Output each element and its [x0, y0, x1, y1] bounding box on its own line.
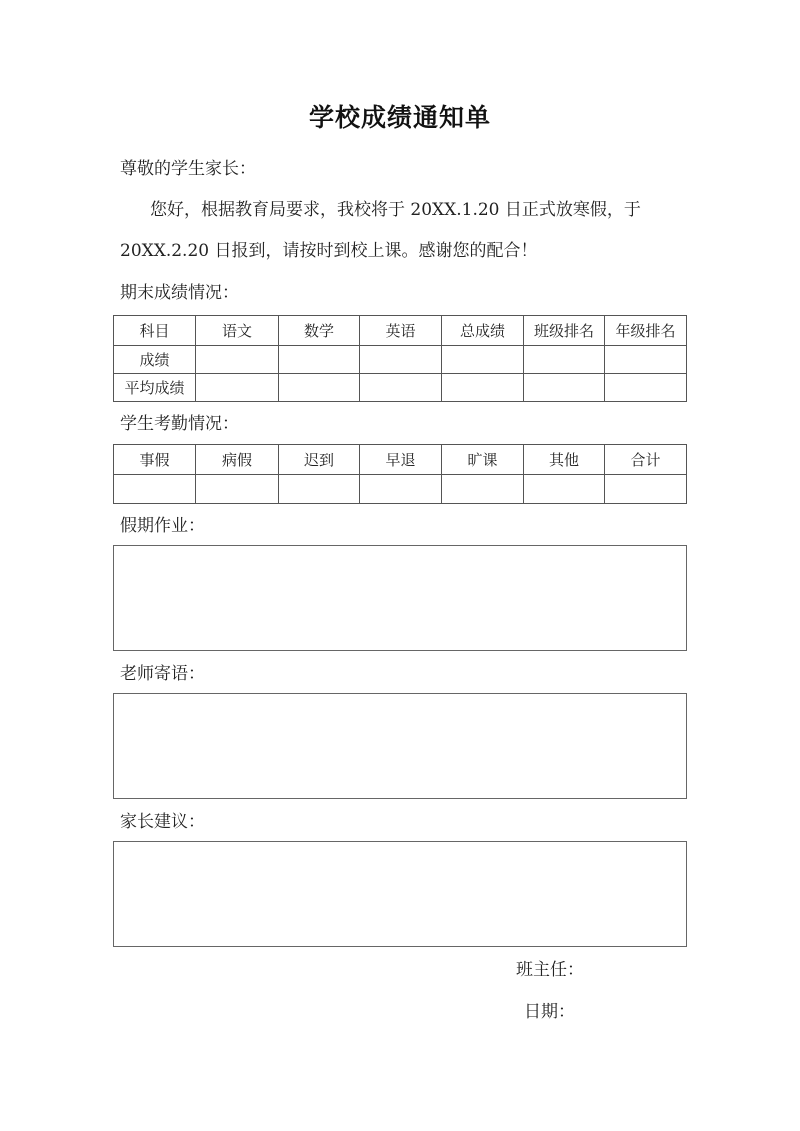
- grade-cell[interactable]: [605, 346, 687, 374]
- row-label: 平均成绩: [114, 374, 196, 402]
- attendance-table: [113, 444, 687, 504]
- grade-cell[interactable]: [196, 374, 279, 402]
- header-cell: 总成绩: [442, 316, 524, 346]
- notice-body-line-1: 您好，根据教育局要求，我校将于 20XX.1.20 日正式放寒假，于: [150, 200, 641, 220]
- attendance-cell[interactable]: [279, 475, 360, 504]
- attendance-cell[interactable]: [442, 475, 524, 504]
- salutation: 尊敬的学生家长：: [120, 159, 256, 179]
- row-label: 成绩: [114, 346, 196, 374]
- table-row: [114, 346, 687, 374]
- table-row: [114, 475, 687, 504]
- grade-cell[interactable]: [442, 346, 524, 374]
- attendance-cell[interactable]: [605, 475, 687, 504]
- header-cell: 数学: [279, 316, 360, 346]
- grade-cell[interactable]: [196, 346, 279, 374]
- grade-cell[interactable]: [360, 346, 442, 374]
- attendance-cell[interactable]: [524, 475, 605, 504]
- header-cell: 科目: [114, 316, 196, 346]
- grade-cell[interactable]: [524, 374, 605, 402]
- notice-body-line-2: 20XX.2.20 日报到，请按时到校上课。感谢您的配合！: [120, 241, 538, 261]
- table-row: [114, 374, 687, 402]
- homework-section-label: 假期作业：: [120, 516, 205, 536]
- parent-suggestions-label: 家长建议：: [120, 812, 205, 832]
- grade-cell[interactable]: [279, 346, 360, 374]
- grade-cell[interactable]: [524, 346, 605, 374]
- header-cell: 年级排名: [605, 316, 687, 346]
- teacher-comments-label: 老师寄语：: [120, 664, 205, 684]
- header-cell: 病假: [196, 445, 279, 475]
- header-cell: 事假: [114, 445, 196, 475]
- homework-box[interactable]: [113, 545, 687, 651]
- grade-cell[interactable]: [279, 374, 360, 402]
- header-cell: 语文: [196, 316, 279, 346]
- attendance-header-row: [114, 445, 687, 475]
- teacher-comments-box[interactable]: [113, 693, 687, 799]
- header-cell: 英语: [360, 316, 442, 346]
- parent-suggestions-box[interactable]: [113, 841, 687, 947]
- attendance-cell[interactable]: [114, 475, 196, 504]
- date-label: 日期：: [524, 1002, 575, 1022]
- header-cell: 早退: [360, 445, 442, 475]
- document-title: 学校成绩通知单: [308, 103, 491, 132]
- header-cell: 合计: [605, 445, 687, 475]
- grades-table: [113, 315, 687, 402]
- grade-cell[interactable]: [360, 374, 442, 402]
- grades-section-label: 期末成绩情况：: [120, 283, 239, 303]
- grade-cell[interactable]: [442, 374, 524, 402]
- attendance-section-label: 学生考勤情况：: [120, 414, 239, 434]
- attendance-cell[interactable]: [196, 475, 279, 504]
- homeroom-teacher-label: 班主任：: [516, 960, 584, 980]
- grade-cell[interactable]: [605, 374, 687, 402]
- header-cell: 迟到: [279, 445, 360, 475]
- header-cell: 其他: [524, 445, 605, 475]
- header-cell: 班级排名: [524, 316, 605, 346]
- header-cell: 旷课: [442, 445, 524, 475]
- grades-header-row: [114, 316, 687, 346]
- attendance-cell[interactable]: [360, 475, 442, 504]
